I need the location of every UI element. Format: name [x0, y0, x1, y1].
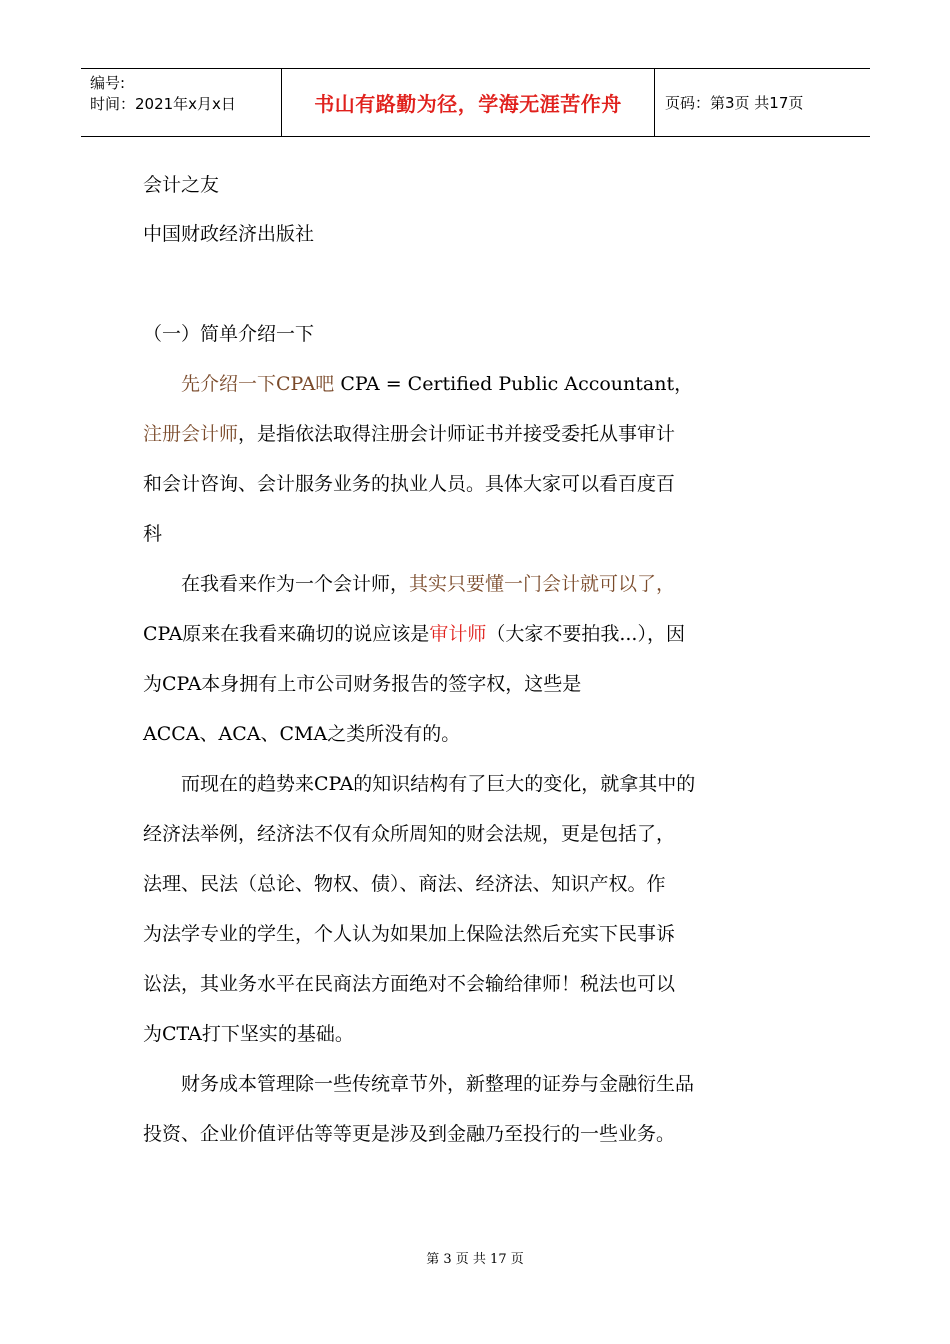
paragraph-line [181, 372, 693, 396]
page-footer: 第 3 页 共 17 页 [426, 1252, 524, 1267]
paragraph-line: 财务成本管理除一些传统章节外，新整理的证券与金融衍生品 [181, 1073, 695, 1095]
paragraph-line: 为CTA打下坚实的基础。 [143, 1023, 354, 1045]
paragraph-line: 为法学专业的学生，个人认为如果加上保险法然后充实下民事诉 [143, 923, 676, 945]
text-line: 会计之友 [143, 174, 220, 196]
paragraph-line: 讼法，其业务水平在民商法方面绝对不会输给律师！税法也可以 [143, 973, 676, 995]
paragraph-line [181, 572, 675, 596]
header-meta-cell [81, 69, 282, 136]
text-span: （大家不要拍我...），因 [486, 623, 685, 645]
paragraph-line: ACCA、ACA、CMA之类所没有的。 [143, 723, 461, 745]
text-span: ，是指依法取得注册会计师证书并接受委托从事审计 [238, 423, 676, 445]
paragraph-line: 经济法举例，经济法不仅有众所周知的财会法规，更是包括了， [143, 823, 676, 845]
paragraph-line [143, 622, 685, 646]
section-title: （一）简单介绍一下 [143, 323, 315, 345]
header-page-info: 页码：第3页 共17页 [665, 94, 804, 112]
paragraph-line [143, 422, 675, 446]
text-span: 在我看来作为一个会计师， [181, 573, 410, 595]
text-line: 中国财政经济出版社 [143, 223, 315, 245]
text-span: CPA = Certified Public Accountant， [334, 373, 694, 395]
number-label: 编号: [90, 74, 126, 92]
paragraph-line: 为CPA本身拥有上市公司财务报告的签字权，这些是 [143, 673, 582, 695]
paragraph-line: 法理、民法（总论、物权、债）、商法、经济法、知识产权。作 [143, 873, 666, 895]
paragraph-line: 科 [143, 523, 163, 545]
text-span: 其实只要懂一门会计就可以了， [409, 573, 676, 595]
highlight-text: 审计师 [429, 623, 487, 645]
time-label: 时间：2021年x月x日 [90, 95, 236, 113]
header-motto: 书山有路勤为径，学海无涯苦作舟 [282, 69, 655, 136]
text-span: 先介绍一下CPA吧 [181, 373, 335, 395]
paragraph-line: 投资、企业价值评估等等更是涉及到金融乃至投行的一些业务。 [143, 1123, 676, 1145]
header-table [81, 68, 870, 137]
paragraph-line: 而现在的趋势来CPA的知识结构有了巨大的变化，就拿其中的 [181, 773, 696, 795]
text-span: CPA原来在我看来确切的说应该是 [143, 623, 430, 645]
text-span: 注册会计师 [143, 423, 239, 445]
paragraph-line: 和会计咨询、会计服务业务的执业人员。具体大家可以看百度百 [143, 473, 676, 495]
